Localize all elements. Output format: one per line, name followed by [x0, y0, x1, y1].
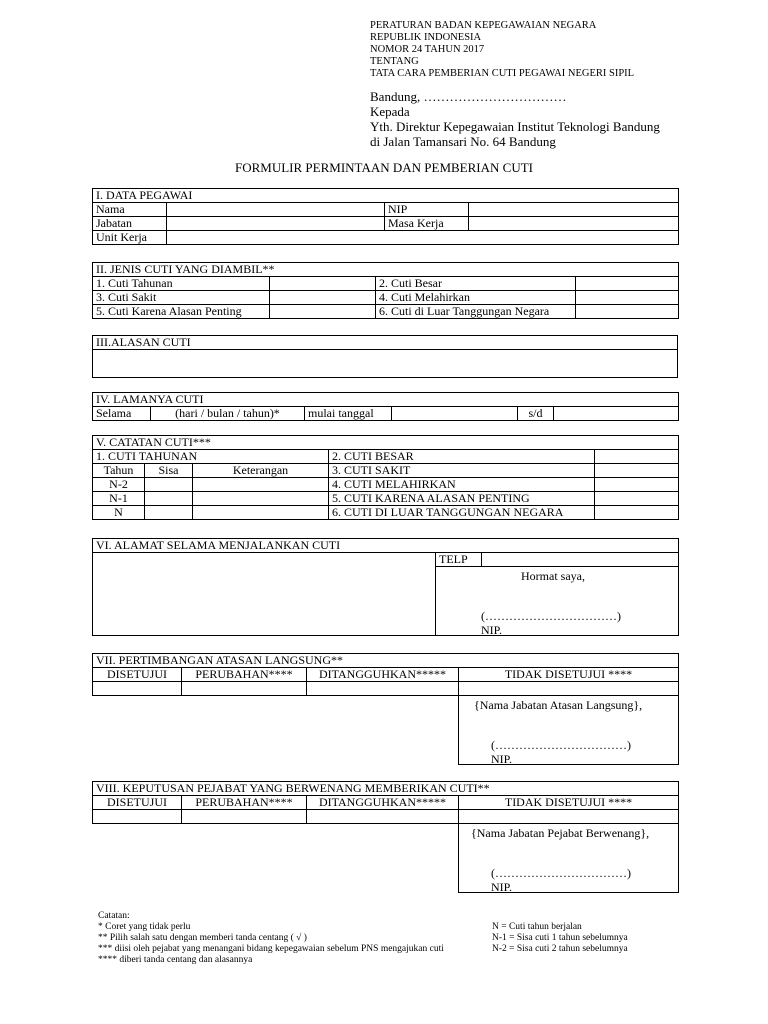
field-sisa[interactable]	[145, 506, 193, 520]
blank-area	[93, 696, 459, 765]
col-tidak-disetujui: TIDAK DISETUJUI ****	[459, 668, 679, 682]
duration-unit[interactable]: (hari / bulan / tahun)*	[151, 407, 305, 421]
regulation-line: REPUBLIK INDONESIA	[370, 32, 482, 43]
address-kepada: Kepada	[370, 104, 410, 119]
field-jabatan[interactable]	[167, 217, 385, 231]
col-ditangguhkan: DITANGGUHKAN*****	[307, 668, 459, 682]
leave-type-label: 3. Cuti Sakit	[93, 291, 270, 305]
section-title: VII. PERTIMBANGAN ATASAN LANGSUNG**	[93, 654, 679, 668]
year-label: N-1	[93, 492, 145, 506]
section-alamat-cuti	[92, 538, 679, 636]
section-pertimbangan-atasan	[92, 653, 679, 765]
col-tidak-disetujui: TIDAK DISETUJUI ****	[459, 796, 679, 810]
address-block	[370, 89, 660, 149]
note-line: N-1 = Sisa cuti 1 tahun sebelumnya	[492, 933, 628, 943]
jabatan-atasan: {Nama Jabatan Atasan Langsung},	[474, 698, 643, 712]
leave-record-label: 3. CUTI SAKIT	[329, 464, 595, 478]
col-disetujui: DISETUJUI	[93, 796, 182, 810]
section-title: I. DATA PEGAWAI	[93, 189, 679, 203]
label-masa-kerja: Masa Kerja	[385, 217, 469, 231]
section-catatan-cuti	[92, 435, 679, 520]
col-sisa: Sisa	[145, 464, 193, 478]
label-unit-kerja: Unit Kerja	[93, 231, 167, 245]
field-keterangan[interactable]	[193, 478, 329, 492]
label-nama: Nama	[93, 203, 167, 217]
field-telp[interactable]	[482, 553, 679, 567]
leave-record-field[interactable]	[595, 464, 679, 478]
section-title: V. CATATAN CUTI***	[93, 436, 679, 450]
form-title: FORMULIR PERMINTAAN DAN PEMBERIAN CUTI	[235, 160, 533, 175]
section-lamanya-cuti	[92, 392, 679, 421]
signature-dots: (……………………………)	[491, 738, 631, 752]
field-start-date[interactable]	[392, 407, 518, 421]
section-title: VI. ALAMAT SELAMA MENJALANKAN CUTI	[93, 539, 679, 553]
label-selama: Selama	[93, 407, 151, 421]
blank-area	[93, 824, 459, 893]
signature-nip: NIP.	[491, 880, 513, 893]
jabatan-pejabat: {Nama Jabatan Pejabat Berwenang},	[471, 826, 650, 840]
leave-record-field[interactable]	[595, 450, 679, 464]
col-perubahan: PERUBAHAN****	[182, 796, 307, 810]
section-title: VIII. KEPUTUSAN PEJABAT YANG BERWENANG MEMBERIKAN CUTI**	[93, 782, 679, 796]
section-title: II. JENIS CUTI YANG DIAMBIL**	[93, 263, 679, 277]
field-masa-kerja[interactable]	[469, 217, 679, 231]
label-sd: s/d	[518, 407, 554, 421]
leave-record-label: 2. CUTI BESAR	[329, 450, 595, 464]
col-tahun: Tahun	[93, 464, 145, 478]
notes-heading: Catatan:	[98, 911, 130, 921]
check-ditangguhkan[interactable]	[307, 682, 459, 696]
check-perubahan[interactable]	[182, 810, 307, 824]
signature-nip: NIP.	[481, 623, 503, 636]
check-tidak-disetujui[interactable]	[459, 682, 679, 696]
field-alasan[interactable]	[93, 350, 678, 378]
col-ditangguhkan: DITANGGUHKAN*****	[307, 796, 459, 810]
section-alasan-cuti	[92, 335, 678, 378]
leave-type-check[interactable]	[270, 305, 376, 319]
field-sisa[interactable]	[145, 478, 193, 492]
signature-pejabat	[459, 824, 679, 893]
field-sisa[interactable]	[145, 492, 193, 506]
note-line: N-2 = Sisa cuti 2 tahun sebelumnya	[492, 944, 628, 954]
label-telp: TELP	[436, 553, 482, 567]
section-keputusan-pejabat	[92, 781, 679, 893]
signature-applicant	[436, 567, 679, 636]
section-jenis-cuti	[92, 262, 679, 319]
leave-type-label: 5. Cuti Karena Alasan Penting	[93, 305, 270, 319]
field-keterangan[interactable]	[193, 492, 329, 506]
leave-type-check[interactable]	[576, 277, 679, 291]
field-end-date[interactable]	[554, 407, 679, 421]
check-ditangguhkan[interactable]	[307, 810, 459, 824]
signature-atasan	[459, 696, 679, 765]
hormat-saya: Hormat saya,	[521, 569, 585, 583]
note-line: N = Cuti tahun berjalan	[492, 922, 582, 932]
leave-record-label: 5. CUTI KARENA ALASAN PENTING	[329, 492, 595, 506]
leave-type-label: 1. Cuti Tahunan	[93, 277, 270, 291]
year-label: N	[93, 506, 145, 520]
note-line: *** diisi oleh pejabat yang menangani bidang kepegawaian sebelum PNS mengajukan cuti	[98, 944, 444, 954]
note-line: **** diberi tanda centang dan alasannya	[98, 955, 253, 965]
regulation-line: PERATURAN BADAN KEPEGAWAIAN NEGARA	[370, 20, 597, 31]
regulation-line: TATA CARA PEMBERIAN CUTI PEGAWAI NEGERI SIPIL	[370, 68, 635, 79]
regulation-header	[370, 20, 634, 80]
address-recipient: Yth. Direktur Kepegawaian Institut Teknologi Bandung	[370, 119, 660, 134]
leave-type-check[interactable]	[270, 277, 376, 291]
leave-type-label: 4. Cuti Melahirkan	[376, 291, 576, 305]
leave-type-check[interactable]	[576, 305, 679, 319]
regulation-line: NOMOR 24 TAHUN 2017	[370, 44, 485, 55]
col-perubahan: PERUBAHAN****	[182, 668, 307, 682]
leave-record-field[interactable]	[595, 506, 679, 520]
signature-dots: (……………………………)	[491, 866, 631, 880]
field-keterangan[interactable]	[193, 506, 329, 520]
leave-type-check[interactable]	[576, 291, 679, 305]
label-mulai-tanggal: mulai tanggal	[305, 407, 392, 421]
label-nip: NIP	[385, 203, 469, 217]
leave-record-label: 6. CUTI DI LUAR TANGGUNGAN NEGARA	[329, 506, 595, 520]
check-disetujui[interactable]	[93, 682, 182, 696]
address-location: di Jalan Tamansari No. 64 Bandung	[370, 134, 556, 149]
regulation-line: TENTANG	[370, 56, 419, 67]
check-disetujui[interactable]	[93, 810, 182, 824]
leave-record-field[interactable]	[595, 478, 679, 492]
label-jabatan: Jabatan	[93, 217, 167, 231]
leave-record-field[interactable]	[595, 492, 679, 506]
note-line: * Coret yang tidak perlu	[98, 922, 191, 932]
address-date: Bandung, ……………………………	[370, 89, 567, 104]
check-perubahan[interactable]	[182, 682, 307, 696]
section-title: III.ALASAN CUTI	[93, 336, 678, 350]
notes-left	[98, 911, 444, 966]
note-line: ** Pilih salah satu dengan memberi tanda centang ( √ )	[98, 933, 307, 943]
field-nip[interactable]	[469, 203, 679, 217]
leave-type-label: 6. Cuti di Luar Tanggungan Negara	[376, 305, 576, 319]
notes-right	[492, 922, 628, 955]
leave-type-check[interactable]	[270, 291, 376, 305]
year-label: N-2	[93, 478, 145, 492]
leave-type-label: 2. Cuti Besar	[376, 277, 576, 291]
signature-dots: (……………………………)	[481, 609, 621, 623]
section-title: IV. LAMANYA CUTI	[93, 393, 679, 407]
col-keterangan: Keterangan	[193, 464, 329, 478]
signature-nip: NIP.	[491, 752, 513, 765]
label-cuti-tahunan: 1. CUTI TAHUNAN	[93, 450, 329, 464]
col-disetujui: DISETUJUI	[93, 668, 182, 682]
leave-record-label: 4. CUTI MELAHIRKAN	[329, 478, 595, 492]
field-alamat[interactable]	[93, 553, 436, 636]
field-nama[interactable]	[167, 203, 385, 217]
field-unit-kerja[interactable]	[167, 231, 679, 245]
check-tidak-disetujui[interactable]	[459, 810, 679, 824]
section-data-pegawai	[92, 188, 679, 245]
